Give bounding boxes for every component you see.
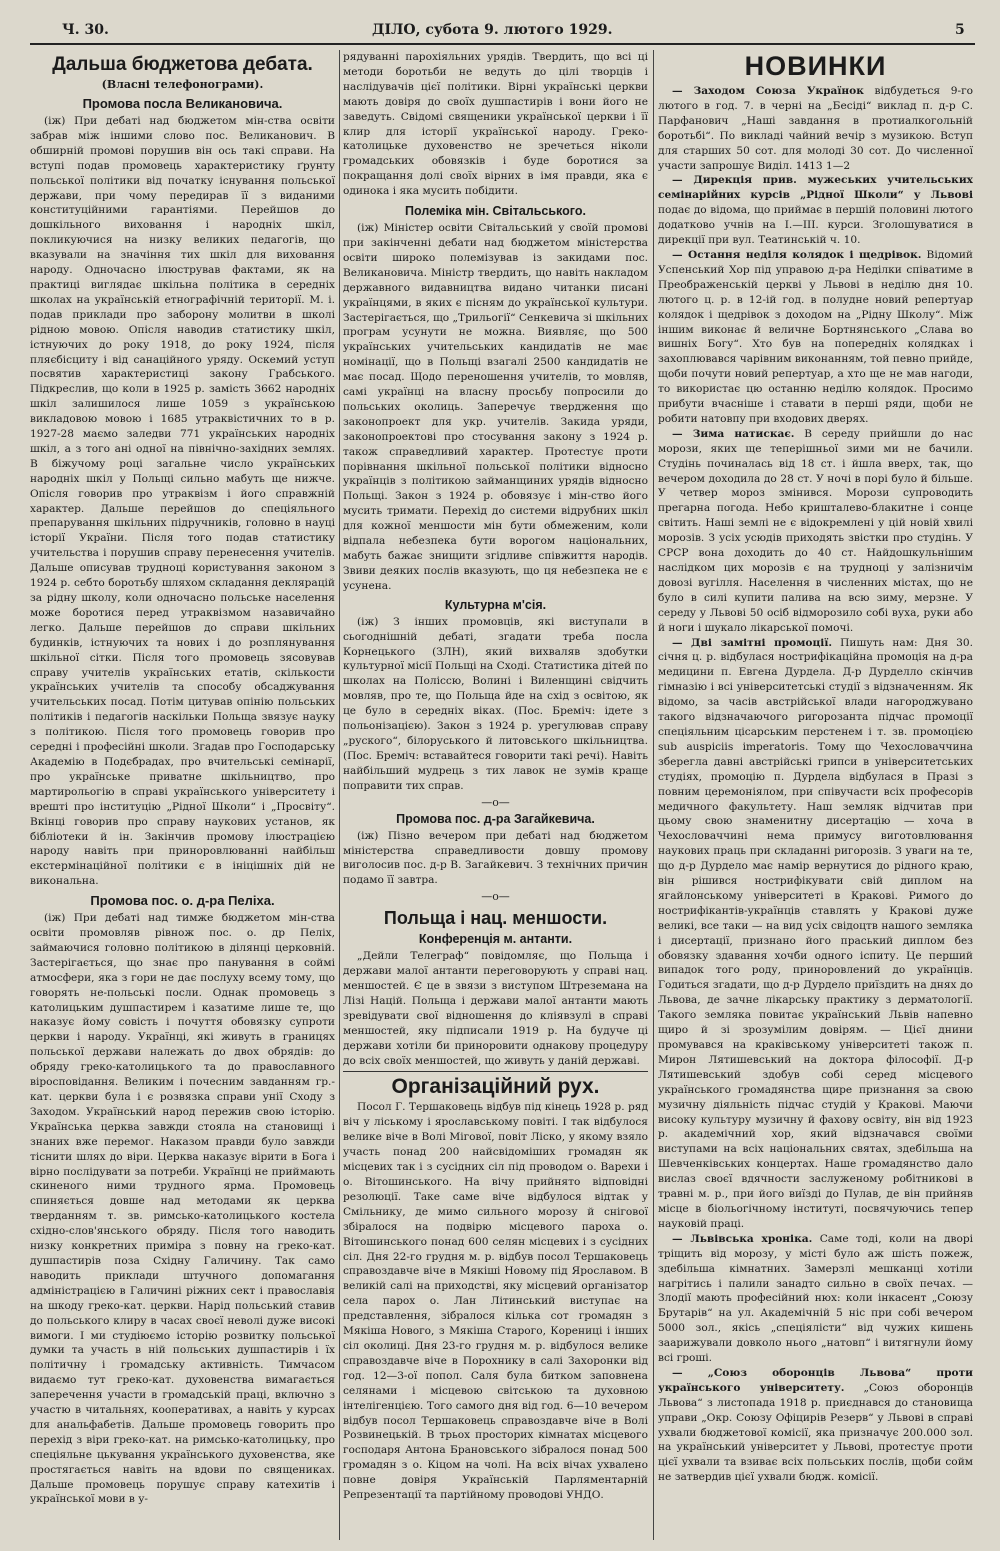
- section-title: Полеміка мін. Світальського.: [405, 204, 586, 219]
- article-body: (іж) Міністер освіти Світальський у своїй промові при закінченні дебати над бюджетом міністерства освіти широко полемізував із закидами пос. Великановича. Міністр твердить, що навіть накладом державного видавництва видано читанки писані українцями, в яких є пісням до української культури. Застерігається, що „Трильогії“ Сенкевича зі шкільних програм усунути не можна. Виявляє, що 500 українських учительських кандидатів не має номінації, що в Польщі взагалі 2500 кандидатів не має посад. Щодо переношення учителів, то мовляв, самі українці на власну просьбу попросили до польських околиць. Заперечує твердження що законопроект для укр. учителів. Закида уряди, законопроектові про стосування закону з 1924 р. також справедливий характер. Протестує проти порівнання шкільної польської політики відносно українців з політикою займанщиних урядів відносно Польщі. Закон з 1924 р. обовязує і мін-ство його мусить тримати. Перехід до системи відрубних шкіл для кожної меншости мін бути обмеженим, коли відпала небезпека бути ворогом національних, мабуть бажає знищити згідливе співжиття народів. Звиви деяких послів вказують, що ця небезпека не є усунена.: [343, 222, 648, 592]
- separator: —о—: [481, 795, 510, 809]
- column-1: [30, 50, 335, 1540]
- newspaper-date: ДІЛО, субота 9. лютого 1929.: [372, 22, 613, 38]
- news-text: Відомий Успенський Хор під управою д-ра Неділки співатиме в Преображенській церкві у Львові в неділю дня 10. лютого ц. р. в 12-ій год. в полудне новий репертуар колядок і щедрівок з доходом на „Рідну Школу“. Між іншим виконає й величне Бортнянського „Слава во вишніх Богу“. Хто був на попередніх колядках і захоплювався чарівним виконанням, той певно прийде, щоби почути новий репертуар, а хто ще не мав нагоди, то використає цю останню неділю колядок. Просимо прибути вчасніше і ставати в перші ряди, щоби не робити натовпу при входових дверях.: [658, 248, 973, 425]
- article-body: Посол Г. Тершаковець відбув під кінець 1928 р. ряд віч у ліському і ярославському повіті. І так відбулося велике віче в Волі Мігової, повіт Ліско, у якому взяло участь понад 200 найсвідоміших громадян як місцевих так і з сусідних сіл під проводом о. Варехи і о. Вітошинського. На вічу прийнято відповідні резолюції. Таке саме віче відбулося відтак у Смільнику, де мимо сильного морозу й снігової збіралося на подвірю місцевого пароха о. Вітошинського понад 600 селян місцевих і з сусідних сіл. Дня 22-го грудня м. р. відбув посол Тершаковець справоздавче віче в Мякіші Новому під Ярославом. В великій салі на приходстві, яку місцевий організатор села парох о. Лан Літинський виступає на представлення, зібралося кілька сот громадян з Мякіша Нового, з Мякіша Старого, Корениці і інших сіл околиці. Дня 23-го грудня м. р. відбулося велике справоздавче віче в Порохнику в салі Захоронки від год. 12—3-ої попол. Саля була битком заповнена селянами і місцевою світською та духовною інтелігенцією. Того самого дня від год. 6—10 вечером відбув посол Тершаковець справоздавче віче в Волі Розвинецькій. В трьох просторих кімнатах місцевого господаря Антона Брановського зібралося понад 500 громадян з о. Кіцом на чолі. На всіх вічах ухвалено повне довіря Українській Парляментарній Репрезентації та партійному проводові УНДО.: [343, 1101, 648, 1502]
- news-lead: — Зима натискає.: [672, 427, 795, 440]
- section-title: Культурна м'сія.: [444, 597, 547, 612]
- news-item: [658, 84, 973, 173]
- news-text: Саме тоді, коли на дворі тріщить від морозу, у місті було аж шість пожеж, здебільша кімнатних. Замерзлі мешканці хотіли нагрітись і палили занадто сильно в своїх печах. — Злодії мають професійний нюх: коли інкасент „Союзу Брутарів“ на ул. Академічній 5 ніс при собі вечером 5000 зол., якісь „спеціялісти“ від чужих кишень заарижували довколо нього „натовп“ і витягнули йому всі гроші.: [658, 1232, 973, 1365]
- article-body: (іж) При дебаті над бюджетом мін-ства освіти забрав між іншими слово пос. Великанович. В обширній промові порушив він ось такі справи. На вступі подав промовець характеристику ґрунту польської політики від початку існування польської держави, при чому передирав її з виданими конституційними гарантіями. Перейшов до дошкільного виховання і народніх шкіл, покликуючися на низку великих педагогів, що вказували на значіння тих шкіл для виховання народу. Одночасно ілюстрував фактами, як на практиці виглядає шкільна політика в середніх школах на українській етнографічній території. М. і. подав приклади про заборону молитви в школі рідною мовою. Опісля наводив статистику шкіл, істнуючих до року 1918, до року 1924, після пляєбісциту і від санаційного уряду. Оскемий уступ посвятив характеристиці закону Грабського. Підкреслив, що коли в 1925 р. замість 3662 народніх шкіл залишилося лише 1059 з українською викладовою мовою і 1685 утраквістичних то в р. 1927-28 маємо заледви 771 українських народніх шкіл, а з того ані одної на північно-західних землях. В біжучому році загальне число українських народніх шкіл у Польщі сильно мабуть ще нижче. Опісля говорив про утраквізм і його справжній характер. Дальше перейшов до спеціяльного препарування шкільних підручників, головно в науці історії України. Після того подав статистику учительства і порушив справу перенесення учителів. Дальше описував трудноці користування законом з 1924 р. себто боротьбу шляхом складання деклярацій за рідну школу, коли одночасно польське населення може боротися перед утраквізмом назавичайно легко. Дальше перейшов до справи шкільних будинків, істнуючих та нових і до розплянування шкільної сітки. Після того промовець зясовував справу учителів українських етатів, скількости українських учителів та способу обсаджування учительських посад. Потім цитував опінію польських політиків і педагогів наскільки Польща звязує науку з політикою. Після того промовець говорив про середні і професійні школи. Згадав про Господарську Академію в Подєбрадах, про вчительські семінарії, про українське приватне шкільництво, про мартирольогію в справі українського університету і врешті про інституцію „Рідної Школи“ і „Просвіту“. Вкінці говорив про справу наукових установ, як бібліотеки й ін. Закінчив промову ілюстрацією народу навіть при приноровлюванні найбільш екстермінаційної політики є в ініцішніх дій не викональна.: [30, 115, 335, 888]
- article-body: (іж) Пізно вечером при дебаті над бюджетом міністерства справедливости довшу промову виголосив пос. д-р В. Загайкевич. З технічних причин подамо її завтра.: [343, 829, 648, 887]
- news-item: [658, 1366, 973, 1485]
- news-lead: — Львівська хроніка.: [672, 1232, 813, 1245]
- news-text: Пишуть нам: Дня 30. січня ц. р. відбулася нострифікаційна промоція на д-ра медицини п. Евгена Дурдела. Д-р Дурделло скінчив гімназію і всі університетські студії з відзначенням. Як відомо, за часів австрійської влади нагороджувано такого відзначаючого ригорозанта підчас промоції спеціяльним цісарським перстенем і т. зв. промоцією sub auspiciis imperatoris. Тому що Чехословаччина зберегла давні австрійські грипси в університетських студіях, промоцію п. Дурдела відбулася в Празі з повним церемоніялом, при співучасти всіх професорів медичного факультету. Наш земляк відчитав при цьому свою знаменитну дисертацію — хоча в Чехословаччині нема примусу виготовлювання наукових праць при складанні ригорозів. З уваги на те, що д-р Дурдело має намір вернутися до рідного краю, він рішився нострифікувати свій диплом на ягайлонському університеті в Кракові. Римого до нострифікантів-українців ставлять у Кракові дуже великі, все таки — на вид усіх свідоцтв нашого земляка і дисертації, признано його праський диплом без обовязку здавання хочби одного іспиту. Це перший випадок того роду, приноровлений до українців. Годиться згадати, що д-р Дурдело приїздить на днях до Львова, де зачне лікарську практику з дерматології. Такого земляка повитає український Львів напевно щиро й зі зрозумілим довірям. — Цієї днини промувався на краківському університеті також п. Мирон Лятишевський на доктора філософії. Д-р Лятишевський здобув собі серед місцевого українського громадянства щире признання за свою музичну діяльність підчас студій у Кракові. Маючи високу культуру музичну й фахову освіту, він від 1923 р. академічний хор, який відзначався своїми виступами на всіх національних святах, здебільша на Шевченківських концертах. Наше громадянство дало вислаз своєї вдячности заслуженому робітникові в травні м. р., при його виїзді до Пулав, де він прийняв місце в біольогічному інституті, посвячуючись тепер науковій праці.: [658, 636, 973, 1230]
- page-number: 5: [955, 22, 965, 38]
- news-text: подає до відома, що приймає в першій половині лютого додатково учнів на І.—ІІІ. курси. Зголошуватися в дирекції при вул. Театинській ч. 10.: [658, 204, 973, 247]
- column-3: [658, 50, 973, 1540]
- separator: —о—: [481, 890, 510, 904]
- news-item: [658, 1232, 973, 1366]
- column-divider: [653, 50, 654, 1540]
- column-2: [343, 50, 648, 1540]
- article-subtitle: (Власні телефонограми).: [101, 78, 264, 91]
- news-item: [658, 427, 973, 636]
- issue-number: Ч. 30.: [62, 22, 109, 38]
- news-text: В середу прийшли до нас морози, яких ще теперішньої зими ми не бачили. Студінь починалась від 18 ст. і йшла вверх, так, що вечером доходила до 28 ст. У ночі в порі було й більше. У четвер мороз змінився. Морози супроводить прегарна погода. Небо кришталево-блакитне і сонце світить. Наші землі не є відокремлені у цій новій хвилі морозів. З усіх усюдів приходять звістки про студінь. У СРСР вона доходить до 40 ст. Найдошкульнішим наслідком цих морозів є на трудноці у залізничім довозі вугілля. Населення в численних містах, що не було в силі купити палива на всю зиму, мерзне. У середу у Львові 50 осіб відморозило собі вуха, руки або й ноги і шукало лікарської помочі.: [658, 427, 973, 634]
- news-item: [658, 173, 973, 248]
- article-body: „Дейли Телеграф“ повідомляє, що Польща і держави малої антанти переговорують у справі нац. меншостей. Є це в звязи з виступом Штреземана на Лізі Націй. Польща і держави малої антанти мають зревідувати свої відношення до кліявзулі в справі меншостей, яку підписали 1919 р. На будуче ці держави хотіли би приноровити однакову процедуру до всіх своїх меншостей, що живуть у даній державі.: [343, 950, 648, 1067]
- news-lead: — Остання неділя колядок і щедрівок.: [672, 248, 922, 261]
- section-title: Промова пос. о. д-ра Пеліха.: [90, 893, 275, 909]
- article-title: Організаційний рух.: [391, 1075, 600, 1099]
- news-lead: — Дирекція прив. мужеських учительських семінарійних курсів „Рідної Школи“ у Львові: [658, 174, 973, 202]
- article-title: Дальша бюджетова дебата.: [52, 54, 313, 75]
- column-divider: [339, 50, 340, 1540]
- section-title: Промова посла Великановича.: [82, 96, 283, 111]
- news-text: відбудеться 9-го лютого в год. 7. в черні на „Бесіді“ виклад п. д-р С. Парфанович „Наші завдання в протиалкогольній боротьбі“. По викладі чайний вечір з музикою. Вступ для старших 50 сот. для молоді 30 сот. До численної участи запрошує Виділ.: [658, 85, 973, 172]
- article-body: рядуванні парохіяльних урядів. Твердить, що всі ці методи боротьби не ведуть до цілі творців і наслідувачів цієї політики. Вірні українські церкви мають довіря до своїх душпастирів і вони його не заведуть. Свідомі священики української церкви і її клир для історії української народу. Греко-католицьке духовенство не зречеться ніколи громадських обовязків і буде боротися за покращання долі своїх вірних в імя правди, яка є одинока і яка мусить побідити.: [343, 51, 648, 198]
- news-lead: — „Союз оборонців Львова“ проти українського університету.: [658, 1366, 973, 1394]
- news-lead: — Дві замітні промоції.: [672, 636, 833, 649]
- news-item: [658, 248, 973, 427]
- article-body: (іж) З інших промовців, які виступали в сьогоднішній дебаті, згадати треба посла Корнецького (ЗЛН), який вихваляв здобутки культурної місії Польщі на Сході. Статистика дітей по школах на Поліссю, Волині і Виленщині свідчить мовляв, про те, що Польща йде на схід з освітою, як це було в середніх віках. (Пос. Бреміч: ідете з польонізацією). Закон з 1924 р. урегулював справу „руского“, білоруського й литовського шкільництва. (Пос. Бреміч: вставайтеся говорити такі речі). Навіть найбільший мудрець з тих лавок не зумів краще поправити тих справ.: [343, 615, 648, 792]
- header-rule: [30, 43, 975, 45]
- masthead: [0, 22, 1000, 44]
- section-title: Промова пос. д-ра Загайкевича.: [396, 811, 595, 826]
- article-subtitle: Конференція м. антанти.: [418, 932, 573, 947]
- news-section-title: НОВИНКИ: [744, 51, 887, 81]
- ad-code: 1413 1—2: [795, 159, 851, 172]
- news-text: „Союз оборонців Львова“ з листопада 1918 р. приєднався до становища управи „Окр. Союзу Офіцирів Резерв“ у Львові в справі ухвали бюджетової комісії, яка призначує 200.000 зол. на український університет у Львові, протестує проти цієї ухвали та взиває всіх польських послів, щоби сойм не затвердив цієї ухвали бюдж. комісії.: [658, 1381, 973, 1484]
- article-title: Польща і нац. меншости.: [383, 908, 608, 929]
- news-lead: — Заходом Союза Українок: [672, 85, 864, 97]
- divider: [343, 1071, 648, 1072]
- news-item: [658, 636, 973, 1232]
- article-body: (іж) При дебаті над тимже бюджетом мін-ства освіти промовляв рівнож пос. о. др Пеліх, займаючися головно політикою в ділянці церковній. Застерігається, що знає про панування в соймі атмосфери, яка з гори не дає послуху всему тому, що говорять не-польські посли. Однак промовець з католицьким душпастирем і казатиме лише те, що наказує йому совість і почуття обовязку супроти церкви і народу. Українці, які живуть в границях польської держави належать до двох обрядів: до обряду греко-католицького та до православного віросповідання. Великим і почесним завданням гр.-кат. церкви була і є розвязка справи унії Сходу з Заходом. Український народ пережив свою історію. Українська церква завжди стояла на становищі і знаних вже перемог. Наказом правди було завжди тіснити шлях до віри. Церква наказує вірити в Бога і вірно послідувати за потреби. Українці не приймають скиненого ними трудного ярма. Промовець спиняється довше над методами як церква тверданням т. зв. римсько-католицького костела східно-слов'янського обряду. Після того наводить низку конкретних приміра з повну на греко-кат. душпастирів поза Східну Галичину. Так само наводить приклади штучного допомагання адміністрацією в Галичині ріжних сект і православія на шкоду греко-кат. церкви. Нарід польський ставив до польського клиру в часах своєї неволі дуже високі вимоги. І ми студіюємо історію розвитку польської думки та участь в ній польських душпастирів і їх політичну і громадську активність. Тимчасом видаємо тут греко-кат. духовенства вимагається заперечення участи в громадській праці, включно з участю в читальнях, кооперативах, а навіть у курсах для анальфабетів. Дальше промовець говорить про перехід з віри греко-кат. на римсько-католицьку, про спеціяльне цькування українського духовенства, яке простягається навіть на вдови по священиках. Дальше промовець порушує справу катехитів і української мови в у-: [30, 912, 335, 1506]
